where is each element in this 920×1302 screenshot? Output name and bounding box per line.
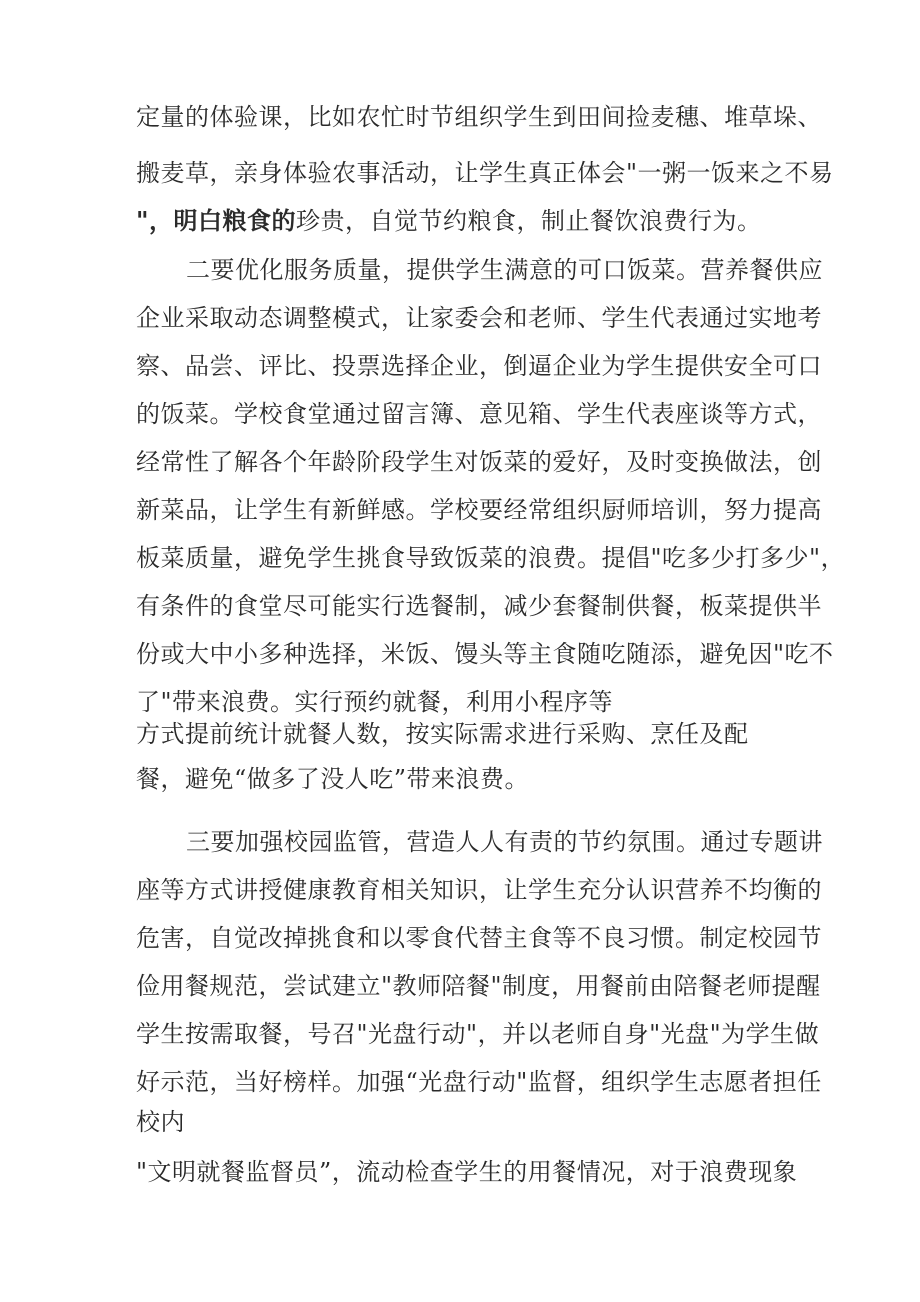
p2-line-5: 经常性了解各个年龄阶段学生对饭菜的爱好，及时变换做法，创: [136, 448, 822, 476]
p2-line-7: 板菜质量，避免学生挑食导致饭菜的浪费。提倡"吃多少打多少"，: [136, 544, 846, 572]
p2-line-2: 企业采取动态调整模式，让家委会和老师、学生代表通过实地考: [136, 304, 822, 332]
p3-line-3: 危害，自觉改掉挑食和以零食代替主食等不良习惯。制定校园节: [136, 924, 822, 952]
p3-line-5: 学生按需取餐，号召"光盘行动"，并以老师自身"光盘"为学生做: [136, 1020, 820, 1048]
p1-line-2: 搬麦草，亲身体验农事活动，让学生真正体会"一粥一饭来之不易: [136, 159, 834, 187]
p2-line-10: 了"带来浪费。实行预约就餐，利用小程序等: [136, 688, 614, 716]
p2-line-6: 新菜品，让学生有新鲜感。学校要经常组织厨师培训，努力提高: [136, 496, 822, 524]
p3-line-7: 校内: [136, 1108, 185, 1136]
p3-line-4: 俭用餐规范，尝试建立"教师陪餐"制度，用餐前由陪餐老师提醒: [136, 972, 821, 1000]
p2-line-11: 方式提前统计就餐人数，按实际需求进行采购、烹任及配: [136, 720, 749, 748]
p3-line-2: 座等方式讲授健康教育相关知识，让学生充分认识营养不均衡的: [136, 876, 822, 904]
p2-line-3: 察、品尝、评比、投票选择企业，倒逼企业为学生提供安全可口: [136, 352, 822, 380]
p2-line-12: 餐，避免“做多了没人吃”带来浪费。: [136, 765, 530, 793]
p2-line-9: 份或大中小多种选择，米饭、馒头等主食随吃随添，避免因"吃不: [136, 640, 834, 668]
p2-line-8: 有条件的食堂尽可能实行选餐制，减少套餐制供餐，板菜提供半: [136, 592, 822, 620]
p1-line-1: 定量的体验课，比如农忙时节组织学生到田间捡麦穗、堆草垛、: [136, 103, 822, 131]
p3-line-8: "文明就餐监督员”，流动检查学生的用餐情况，对于浪费现象: [136, 1158, 798, 1186]
p1-line-3: [136, 207, 762, 235]
p1-line-3-rest: 珍贵，自觉节约粮食，制止餐饮浪费行为。: [296, 207, 762, 235]
p3-line-6: 好示范，当好榜样。加强“光盘行动"监督，组织学生志愿者担任: [136, 1068, 822, 1096]
p2-line-1: 二要优化服务质量，提供学生满意的可口饭菜。营养餐供应: [186, 256, 823, 284]
p3-line-1: 三要加强校园监管，营造人人有责的节约氛围。通过专题讲: [186, 828, 823, 856]
p1-line-3-bold: "，明白粮食的: [136, 206, 297, 235]
p2-line-4: 的饭菜。学校食堂通过留言簿、意见箱、学生代表座谈等方式，: [136, 400, 822, 428]
